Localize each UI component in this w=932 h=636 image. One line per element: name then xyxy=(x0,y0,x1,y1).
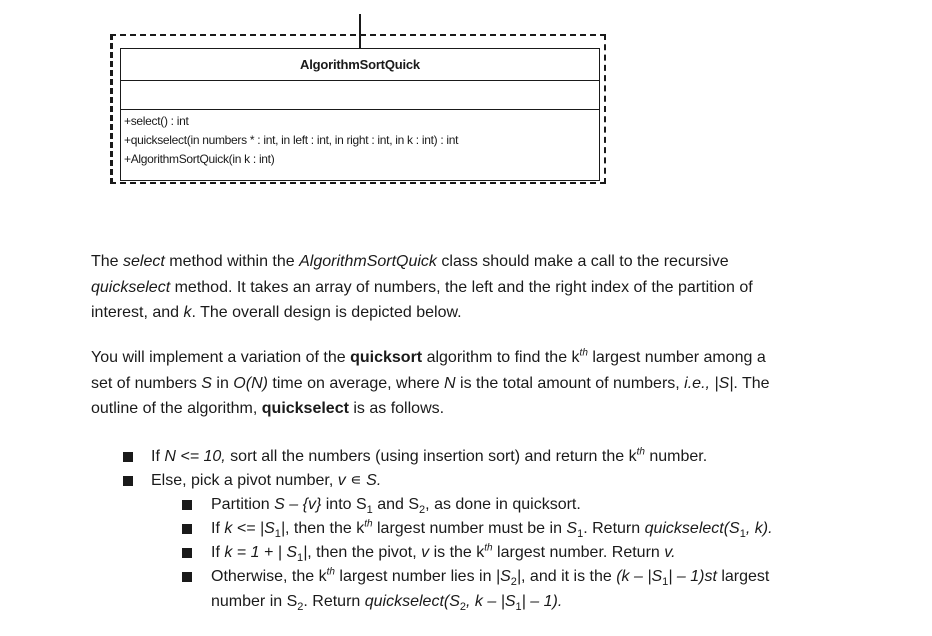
uml-connector-line xyxy=(359,14,361,52)
bullet-square-icon xyxy=(123,476,133,486)
uml-attributes-compartment xyxy=(121,81,599,110)
paragraph-quicksort-intro: You will implement a variation of the quicksort algorithm to find the $k^{th}$ largest number among a set of numbers S in O(N) time on average, where N is the total amount of numbers, i.e., |S|. The outline of the algorithm, quickselect is as follows. xyxy=(91,347,770,417)
bullet-square-icon xyxy=(182,572,192,582)
uml-class-box xyxy=(120,48,600,181)
uml-operation: +quickselect(in numbers * : int, in left : int, in right : int, in k : int) : int xyxy=(124,133,459,147)
list-item: Otherwise, the $k^{th}$ largest number lies in $|S_2|$, and it is the $(k - |S_1| - 1)st$ largest xyxy=(211,566,770,589)
uml-operation: +select() : int xyxy=(124,114,189,128)
uml-operation: +AlgorithmSortQuick(in k : int) xyxy=(124,152,275,166)
bullet-square-icon xyxy=(123,452,133,462)
list-item: If $k <= |S_1|$, then the $k^{th}$ largest number must be in $S_1$. Return $quickselect(S_1$, k). xyxy=(211,518,773,541)
paragraph-select-method: The select method within the AlgorithmSortQuick class should make a call to the recursive quickselect method. It takes an array of numbers, the left and the right index of the partition of interest, and k. The overall design is depicted below. xyxy=(91,253,753,321)
list-item: Partition S – {v} into $S_1$ and $S_2$, as done in quicksort. xyxy=(211,496,581,517)
uml-operations-compartment xyxy=(121,110,599,169)
list-item: Else, pick a pivot number, v ∊ S. xyxy=(151,472,382,489)
bullet-square-icon xyxy=(182,548,192,558)
bullet-square-icon xyxy=(182,500,192,510)
list-item: If k = 1 + | $S_1|$, then the pivot, v is the $k^{th}$ largest number. Return v. xyxy=(211,542,676,565)
uml-class-name: AlgorithmSortQuick xyxy=(121,49,599,81)
bullet-square-icon xyxy=(182,524,192,534)
list-item: If N <= 10, sort all the numbers (using insertion sort) and return the $k^{th}$ number. xyxy=(151,446,708,465)
list-item-continuation: number in $S_2$. Return $quickselect(S_2$, k – $|S_1| - 1$). xyxy=(211,593,563,614)
